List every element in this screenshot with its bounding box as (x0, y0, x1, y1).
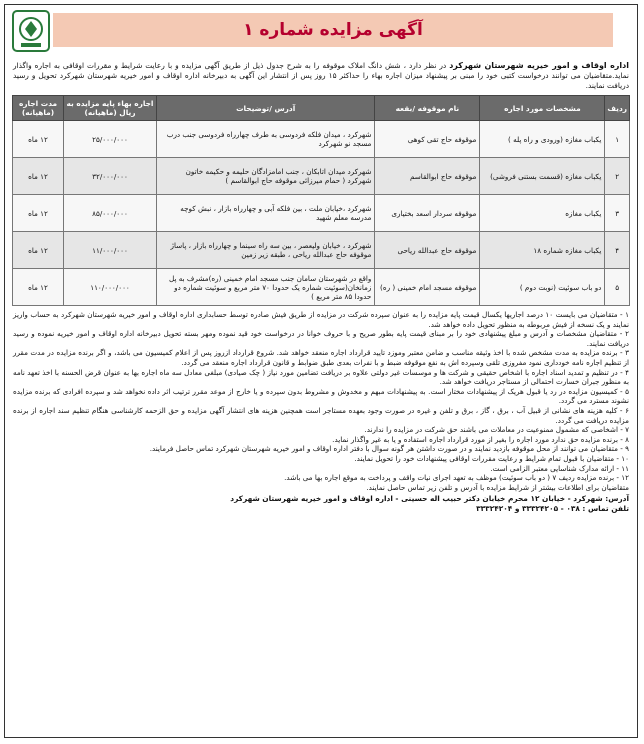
footer-address: آدرس: شهرکرد - خیابان ۱۲ محرم خیابان دکتر حبیب اله حسینی - اداره اوقاف و امور خیریه شهرستان شهرکرد (230, 494, 629, 504)
terms-list (5, 306, 637, 492)
table-row (13, 232, 630, 269)
row-name: موقوفه حاج عبدالله ریاحی (375, 232, 480, 269)
row-num: ۱ (605, 121, 630, 158)
header-price: اجاره بهاء پایه مزایده به ریال (ماهیانه) (64, 96, 157, 121)
row-price: ۱۱/۰۰۰/۰۰۰ (64, 232, 157, 269)
table-row (13, 269, 630, 306)
intro-text: در نظر دارد ، شش دانگ املاک موقوفه را به شرح جدول ذیل از طریق آگهی مزایده و با رعایت شرایط و مقررات اوقافی به اجاره واگذار نماید.متقاضیان می توانند درخواست کتبی خود را مبنی بر پیشنهاد میزان اجاره بهاء را حداکثر ۱۵ روز پس از انتشار این آگهی به دبیرخانه اداره اوقاف و امور خیریه شهرستان شهرکرد تحویل و رسید دریافت نمایند. (13, 61, 629, 90)
row-price: ۳۲/۰۰۰/۰۰۰ (64, 158, 157, 195)
intro-organization: اداره اوقاف و امور خیریه شهرستان شهرکرد (449, 61, 629, 70)
row-address: شهرکرد ،خیابان ملت ، بین فلکه آبی و چهارراه بازار ، نبش کوچه مدرسه معلم شهید (157, 195, 375, 232)
footer-phone: تلفن تماس : ۰۳۸ - ۳۳۳۲۴۲۰۵ و ۳۳۳۲۴۲۰۴ (476, 504, 629, 514)
row-num: ۲ (605, 158, 630, 195)
term-item: ۱ - متقاضیان می بایست ۱۰ درصد اجاریها یکسال قیمت پایه مزایده را به عنوان سپرده شرکت در مزایده از طریق فیش صادره توسط حسابداری اداره اوقاف و امور خیریه شهرستان شهرکرد به حساب واریز نمایند و یک نسخه از فیش مربوطه به منظور تحویل داده خواهد شد. (13, 310, 629, 329)
header-duration: مدت اجاره (ماهیانه) (13, 96, 64, 121)
row-address: شهرکرد میدان اتابکان ، جنب امامزادگان حلیمه و حکیمه خاتون شهرکرد ( حمام میرزائی موقوفه حاج ابوالقاسم ) (157, 158, 375, 195)
term-item: متقاضیان برای اطلاعات بیشتر از شرایط مزایده با آدرس و تلفن زیر تماس حاصل نمایند. (366, 482, 629, 492)
term-item: ۱۰ - متقاضیان با قبول تمام شرایط و رعایت مقررات اوقافی پیشنهادات خود را تحویل نمایند. (354, 453, 629, 463)
term-item: ۴ - در تنظیم و تمدید اسناد اجاره با اشخاص حقیقی و شرکت ها و موسسات غیر دولتی علاوه بر دریافت تضامین مورد نیاز ( چک صیادی) مبلغی معادل سه ماه اجاره بها به عنوان قرض الحسنه با اخذ تعهد نامه به منظور جبران خسارت احتمالی از مستاجر دریافت خواهد شد. (13, 367, 629, 387)
row-spec: یکباب مغازه (ورودی و راه پله ) (480, 121, 605, 158)
row-spec: یکباب مغازه (480, 195, 605, 232)
notice-title: آگهی مزایده شماره ۱ (243, 20, 423, 40)
term-item: ۳ - برنده مزایده به مدت مشخص شده با اخذ وثیقه مناسب و ضامن معتبر وموزد تایید قرارداد اجاره منعقد خواهد شد. شروع قرارداد ازروز پس از اعلام کمیسیون می باشد، و اگر برنده مزایده در مدت مقرر از تنظیم اجاره نامه خودداری نمود مفروزی تلقی وسپرده اش به نفع موقوفه ضبط و با نفرات بعدی طبق ضوابط و قانون قرارداد اجاره منعقد می گردد. (13, 348, 629, 367)
row-duration: ۱۲ ماه (13, 269, 64, 306)
term-item: ۶ - کلیه هزینه های نشانی از قبیل آب ، برق ، گاز ، برق و تلفن و غیره در صورت وجود بعهده مستاجر است همچنین هزینه های انتشار آگهی مزایده و حق الزحمه کارشناسی هنگام تنظیم سند اجاره از برنده مزایده دریافت می گردد. (13, 405, 629, 425)
term-item: ۷ - اشخاصی که مشمول ممنوعیت در معاملات می باشند حق شرکت در مزایده را ندارند. (364, 425, 629, 435)
term-item: ۹ - متقاضیان می توانند از محل موقوفه بازدید نمایند و در صورت داشتن هر گونه سوال با دفتر اداره اوقاف و امور خیریه شهرستان شهرکرد تماس حاصل فرمایند. (149, 444, 629, 454)
row-spec: یکباب مغازه شماره ۱۸ (480, 232, 605, 269)
row-name: موقوفه مسجد امام خمینی ( ره) (375, 269, 480, 306)
intro-paragraph (5, 61, 637, 91)
term-item: ۸ - برنده مزایده حق ندارد مورد اجاره را بغیر از مورد قرارداد اجاره استفاده و یا به غیر واگذار نماید. (332, 434, 629, 444)
term-item: ۱۲ - برنده مزایده ردیف ۷ ( دو باب سوئیت) موظف به تعهد اجرای نیات واقف و پرداخت به موقع اجاره بها می باشد. (284, 473, 629, 483)
row-price: ۲۵/۰۰۰/۰۰۰ (64, 121, 157, 158)
row-duration: ۱۲ ماه (13, 232, 64, 269)
row-address: شهرکرد ، میدان فلکه فردوسی به طرف چهارراه فردوسی جنب درب مسجد نو شهرکرد (157, 121, 375, 158)
table-header-row (13, 96, 630, 121)
title-banner (53, 13, 613, 47)
notice-frame (4, 4, 638, 738)
row-num: ۵ (605, 269, 630, 306)
header-row-num: ردیف (605, 96, 630, 121)
table-row (13, 121, 630, 158)
awqaf-logo-icon (11, 9, 51, 53)
term-item: ۵ - کمیسیون مزایده در رد یا قبول هریک از پیشنهادات مختار است. به پیشنهادات مبهم و مخدوش و مشروط بدون سپرده و یا خارج از موعد مقرر ترتیب اثر داده نخواهد شد و سپرده افرادی که برنده مزایده نشوند مسترد می گردد. (13, 386, 629, 406)
row-duration: ۱۲ ماه (13, 121, 64, 158)
row-name: موقوفه حاج تقی کوهی (375, 121, 480, 158)
header-address: آدرس /توضیحات (157, 96, 375, 121)
row-num: ۴ (605, 232, 630, 269)
header-spec: مشخصات مورد اجاره (480, 96, 605, 121)
row-spec: دو باب سوئیت (نوبت دوم ) (480, 269, 605, 306)
row-name: موقوفه سردار اسعد بختیاری (375, 195, 480, 232)
row-duration: ۱۲ ماه (13, 195, 64, 232)
row-duration: ۱۲ ماه (13, 158, 64, 195)
auction-table (12, 95, 630, 306)
row-price: ۸۵/۰۰۰/۰۰۰ (64, 195, 157, 232)
notice-header (5, 5, 637, 55)
row-num: ۳ (605, 195, 630, 232)
row-address: واقع در شهرستان سامان جنب مسجد امام خمینی (ره)مشرف به پل زمانخان(سوئیت شماره یک حدودا ۷۰ متر مربع و سوئیت شماره دو حدودا ۸۵ متر مربع ) (157, 269, 375, 306)
table-row (13, 158, 630, 195)
row-address: شهرکرد ، خیابان ولیعصر ، بین سه راه سینما و چهارراه بازار ، پاساژ موقوفه حاج عبدالله ریاحی ، طبقه زیر زمین (157, 232, 375, 269)
row-price: ۱۱۰/۰۰۰/۰۰۰ (64, 269, 157, 306)
term-item: ۲ - متقاضیان مشخصات و آدرس و مبلغ پیشنهادی خود را بر مبنای قیمت پایه بطور صریح و با حروف خوانا در درخواست خود قید نموده ومهر بسته تحویل دبیرخانه اداره اوقاف و امور خیریه نموده و رسید دریافت نمایند. (13, 329, 629, 348)
row-spec: یکباب مغازه (قسمت بستنی فروشی) (480, 158, 605, 195)
term-item: ۱۱ - ارائه مدارک شناسایی معتبر الزامی است. (490, 463, 629, 473)
contact-footer (5, 492, 637, 516)
row-name: موقوفه حاج ابوالقاسم (375, 158, 480, 195)
table-row (13, 195, 630, 232)
header-name: نام موقوفه /بقعه (375, 96, 480, 121)
